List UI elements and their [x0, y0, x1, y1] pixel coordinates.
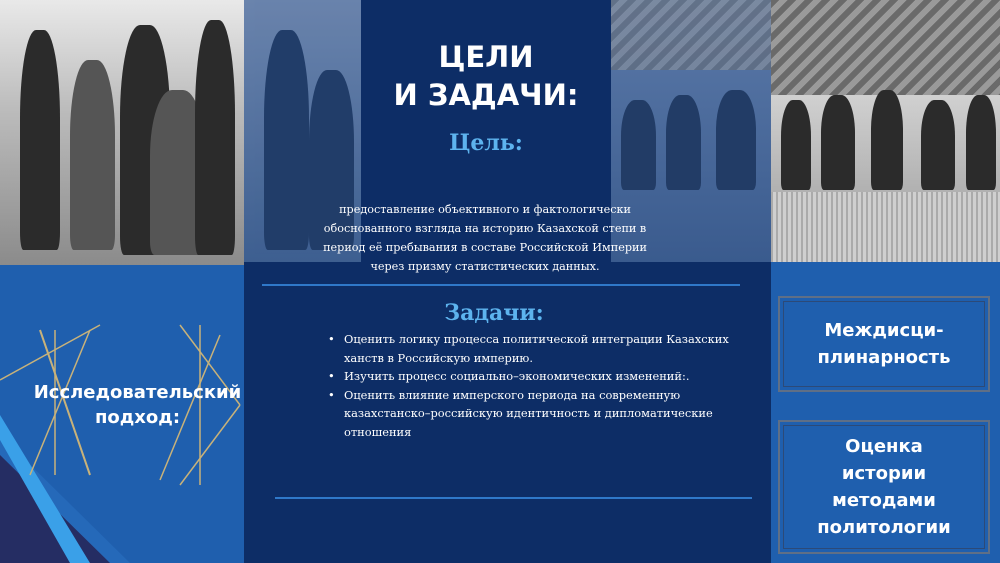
- tasks-list: [326, 330, 746, 441]
- slide-title-line2: И ЗАДАЧИ:: [393, 78, 579, 112]
- interdisciplinarity-label: Междисци-плинарность: [817, 320, 951, 368]
- task-item: • Оценить логику процесса политической интеграции Казахских ханств в Российскую империю.: [326, 330, 746, 367]
- divider-bottom: [275, 497, 752, 499]
- slide-title-line1: ЦЕЛИ: [438, 40, 534, 74]
- goal-heading: Цель:: [449, 130, 523, 156]
- historical-photo-left: [0, 0, 244, 265]
- task-item: • Оценить влияние имперского периода на современную казахстанско–российскую идентичность и дипломатические отношения: [326, 386, 746, 442]
- task-item: • Изучить процесс социально–экономических изменений:.: [326, 367, 746, 386]
- evaluation-box: [778, 420, 990, 554]
- evaluation-label: Оценка истории методами политологии: [817, 436, 951, 538]
- approach-label: Исследовательский подход:: [33, 382, 242, 428]
- divider-top: [262, 284, 740, 286]
- tasks-heading: Задачи:: [444, 300, 544, 326]
- historical-photo-right: [771, 0, 1000, 262]
- slide-title: [361, 38, 611, 114]
- interdisciplinarity-box: [778, 296, 990, 392]
- goal-text: предоставление объективного и фактологически обоснованного взгляда на историю Казахской степи в период её пребывания в составе Российской Империи через призму статистических данных.: [323, 203, 647, 273]
